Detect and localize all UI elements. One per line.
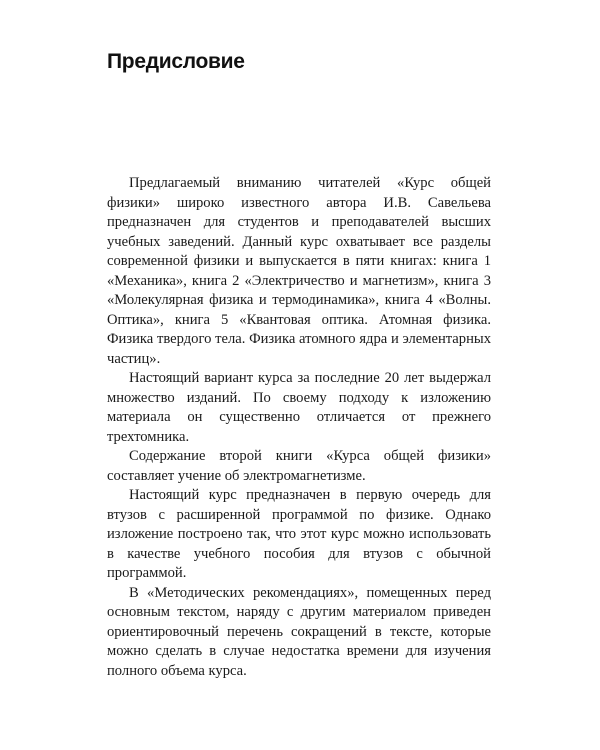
preface-body — [107, 174, 491, 681]
paragraph-5: В «Методических рекомендациях», помещенных перед основным текстом, наряду с другим материалом приведен ориентировочный перечень сокращений в тексте, которые можно сделать в случае недостатка времени для изучения полного объема курса. — [107, 584, 491, 679]
page-title: Предисловие — [107, 50, 245, 73]
paragraph-1: Предлагаемый вниманию читателей «Курс общей физики» широко известного автора И.В. Савельева предназначен для студентов и преподавателей высших учебных заведений. Данный курс охватывает все разделы современной физики и выпускается в пяти книгах: книга 1 «Механика», книга 2 «Электричество и магнетизм», книга 3 «Молекулярная физика и термодинамика», книга 4 «Волны. Оптика», книга 5 «Квантовая оптика. Атомная физика. Физика твердого тела. Физика атомного ядра и элементарных частиц». — [107, 175, 491, 367]
paragraph-3: Содержание второй книги «Курса общей физики» составляет учение об электромагнетизме. — [107, 448, 491, 484]
paragraph-2: Настоящий вариант курса за последние 20 лет выдержал множество изданий. По своему подходу к изложению материала он существенно отличается от прежнего трехтомника. — [107, 370, 491, 445]
paragraph-4: Настоящий курс предназначен в первую очередь для втузов с расширенной программой по физике. Однако изложение построено так, что этот курс можно использовать в качестве учебного пособия для втузов с обычной программой. — [107, 487, 491, 581]
